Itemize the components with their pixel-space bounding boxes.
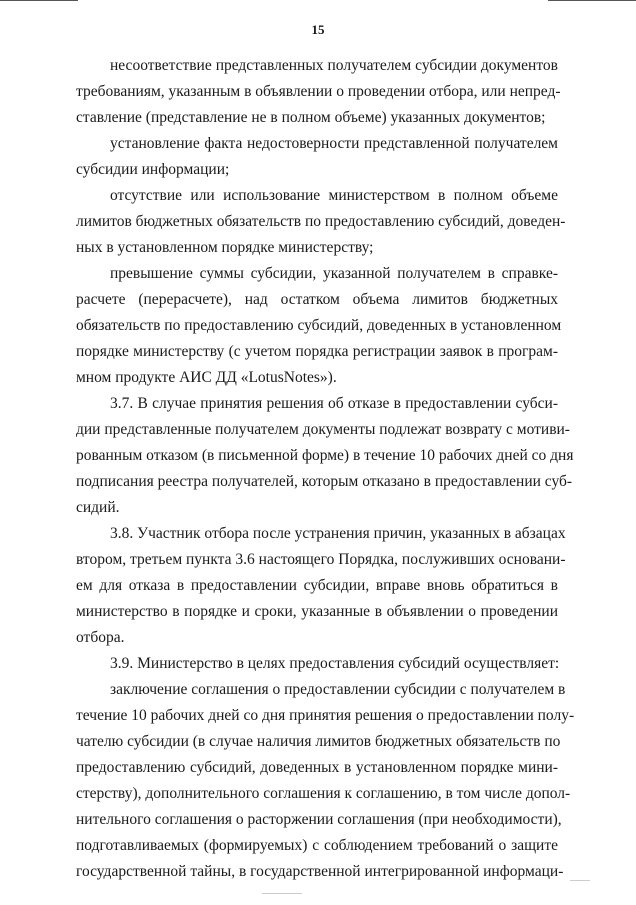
text-line: 3.7. В случае принятия решения об отказе в предоставлении субси-	[110, 395, 558, 412]
scan-edge-mark	[548, 0, 636, 1]
text-line: установление факта недостоверности представленной получателем	[110, 135, 558, 152]
text-line: превышение суммы субсидии, указанной получателем в справке-	[110, 265, 558, 282]
text-line: министерство в порядке и сроки, указанные в объявлении о проведении	[76, 603, 558, 620]
text-line: требованиям, указанным в объявлении о проведении отбора, или непред-	[76, 83, 561, 100]
text-line: государственной тайны, в государственной интегрированной информаци-	[76, 863, 564, 880]
text-line: стерству), дополнительного соглашения к соглашению, в том числе допол-	[76, 785, 571, 802]
text-line: ных в установленном порядке министерству;	[76, 239, 374, 256]
text-line: обязательств по предоставлению субсидий, доведенных в установленном	[76, 317, 562, 334]
text-line: несоответствие представленных получателем субсидии документов	[110, 57, 558, 74]
text-line: втором, третьем пункта 3.6 настоящего Порядка, послуживших основани-	[76, 551, 566, 568]
text-line: 3.9. Министерство в целях предоставления субсидий осуществляет:	[110, 655, 560, 672]
text-line: дии представленные получателем документы подлежат возврату с мотиви-	[76, 421, 570, 438]
text-line: 3.8. Участник отбора после устранения причин, указанных в абзацах	[110, 525, 566, 542]
text-line: рованным отказом (в письменной форме) в течение 10 рабочих дней со дня	[76, 447, 574, 464]
text-line: порядке министерству (с учетом порядка регистрации заявок в програм-	[76, 343, 558, 360]
text-line: сидий.	[76, 499, 120, 516]
scan-noise	[570, 880, 590, 881]
text-line: ставление (представление не в полном объеме) указанных документов;	[76, 109, 546, 126]
text-line: течение 10 рабочих дней со дня принятия решения о предоставлении полу-	[76, 707, 575, 724]
text-line: заключение соглашения о предоставлении субсидии с получателем в	[110, 681, 566, 698]
text-line: предоставлению субсидий, доведенных в установленном порядке мини-	[76, 759, 558, 776]
text-line: подписания реестра получателей, которым отказано в предоставлении суб-	[76, 473, 573, 490]
text-line: ем для отказа в предоставлении субсидии, вправе вновь обратиться в	[76, 577, 558, 594]
text-line: отбора.	[76, 629, 125, 646]
scan-edge-mark	[0, 0, 78, 1]
text-line: нительного соглашения о расторжении соглашения (при необходимости),	[76, 811, 562, 828]
text-line: лимитов бюджетных обязательств по предоставлению субсидий, доведен-	[76, 213, 566, 230]
text-line: подготавливаемых (формируемых) с соблюдением требований о защите	[76, 837, 558, 854]
page-number: 15	[311, 22, 325, 37]
scan-noise	[262, 893, 302, 894]
text-line: мном продукте АИС ДД «LotusNotes»).	[76, 369, 337, 386]
text-line: субсидии информации;	[76, 161, 230, 178]
text-line: чателю субсидии (в случае наличия лимитов бюджетных обязательств по	[76, 733, 561, 750]
text-line: расчете (перерасчете), над остатком объема лимитов бюджетных	[76, 291, 558, 308]
text-line: отсутствие или использование министерством в полном объеме	[110, 187, 558, 204]
